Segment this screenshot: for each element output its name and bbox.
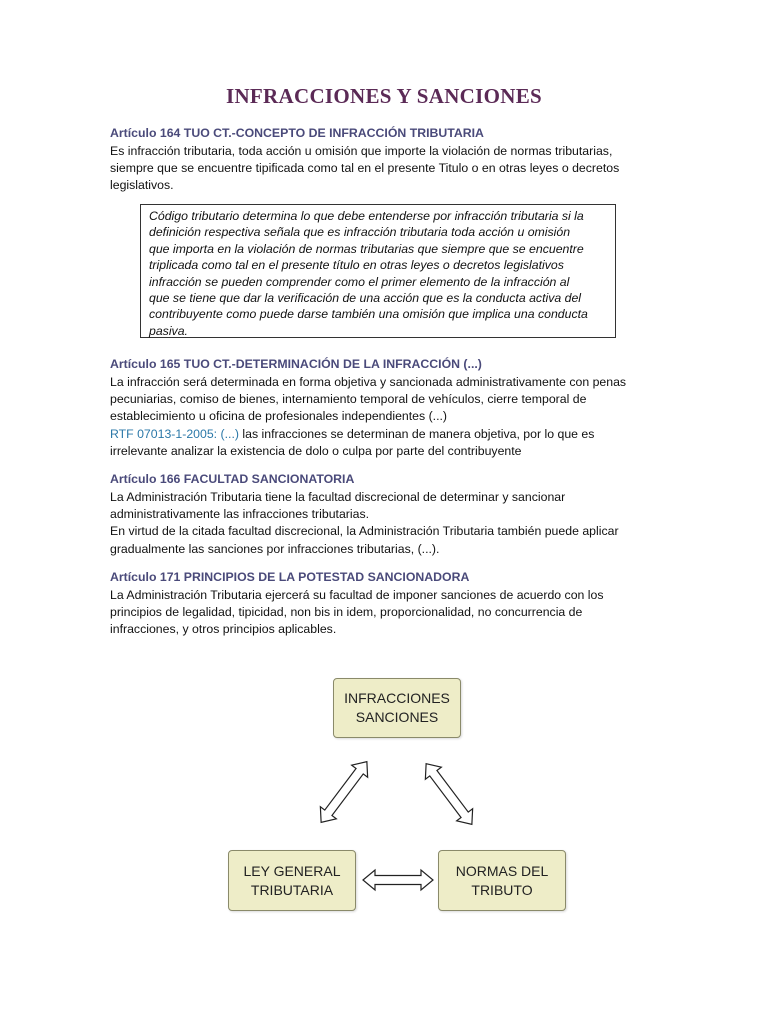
- node-normas-del-tributo: [438, 850, 566, 911]
- page-title: INFRACCIONES Y SANCIONES: [225, 84, 543, 108]
- note-line: que importa en la violación de normas tributarias que siempre que se encuentre: [149, 241, 584, 256]
- text-line: irrelevante analizar la existencia de dolo o culpa por parte del contribuyente: [110, 443, 522, 458]
- note-line: contribuyente como puede darse también una omisión que implica una conducta: [149, 307, 588, 322]
- node-label: TRIBUTARIA: [250, 881, 334, 898]
- text-line: pecuniarias, comiso de bienes, internamiento temporal de vehículos, cierre temporal de: [110, 392, 587, 407]
- node-ley-general-tributaria: [228, 850, 356, 911]
- text-line: legislativos.: [110, 178, 174, 193]
- double-arrow-horizontal: [363, 870, 433, 890]
- node-label: LEY GENERAL: [243, 862, 341, 879]
- node-label: INFRACCIONES: [344, 690, 450, 706]
- node-label: TRIBUTO: [471, 881, 533, 898]
- text-line: infracciones, y otros principios aplicables.: [110, 622, 337, 637]
- note-line: pasiva.: [149, 323, 188, 338]
- note-line: infracción se pueden comprender como el primer elemento de la infracción al: [149, 274, 570, 289]
- text-line: Es infracción tributaria, toda acción u omisión que importe la violación de normas tributarias,: [110, 144, 613, 158]
- note-line: triplicada como tal en el presente título en otras leyes o decretos legislativos: [149, 258, 564, 273]
- rtf-text: las infracciones se determinan de manera objetiva, por lo que es: [238, 426, 595, 441]
- text-line: La Administración Tributaria ejercerá su facultad de imponer sanciones de acuerdo con los: [110, 588, 604, 602]
- rtf-reference: RTF 07013-1-2005: (...): [110, 426, 239, 441]
- text-line: En virtud de la citada facultad discrecional, la Administración Tributaria también puede aplicar: [110, 524, 619, 539]
- text-line: establecimiento u oficina de profesionales independientes (...): [110, 409, 448, 424]
- text-line: principios de legalidad, tipicidad, non bis in idem, proporcionalidad, no concurrencia de: [110, 605, 583, 620]
- text-line: La Administración Tributaria tiene la facultad discrecional de determinar y sancionar: [110, 490, 566, 504]
- node-label: NORMAS DEL: [455, 862, 549, 879]
- note-line: que se tiene que dar la verificación de una acción que es la conducta activa del: [149, 291, 582, 306]
- note-line: definición respectiva señala que es infracción tributaria toda acción u omisión: [149, 225, 571, 240]
- note-line: Código tributario determina lo que debe entenderse por infracción tributaria si la: [149, 209, 584, 223]
- article-165-heading: Artículo 165 TUO CT.-DETERMINACIÓN DE LA INFRACCIÓN (...): [110, 357, 482, 371]
- double-arrow-right: [418, 758, 480, 831]
- article-164-heading: Artículo 164 TUO CT.-CONCEPTO DE INFRACCIÓN TRIBUTARIA: [110, 126, 484, 140]
- double-arrow-left: [313, 756, 375, 829]
- text-line: siempre que se encuentre tipificada como tal en el presente Titulo o en otras leyes o decretos: [110, 161, 620, 176]
- article-166-heading: Artículo 166 FACULTAD SANCIONATORIA: [110, 472, 355, 486]
- text-line: gradualmente las sanciones por infracciones tributarias, (...).: [110, 541, 440, 556]
- text-line: La infracción será determinada en forma objetiva y sancionada administrativamente con penas: [110, 375, 627, 389]
- node-label: SANCIONES: [355, 709, 439, 725]
- article-171-heading: Artículo 171 PRINCIPIOS DE LA POTESTAD SANCIONADORA: [110, 570, 470, 584]
- node-infracciones-sanciones: [333, 678, 461, 738]
- text-line: administrativamente las infracciones tributarias.: [110, 507, 370, 522]
